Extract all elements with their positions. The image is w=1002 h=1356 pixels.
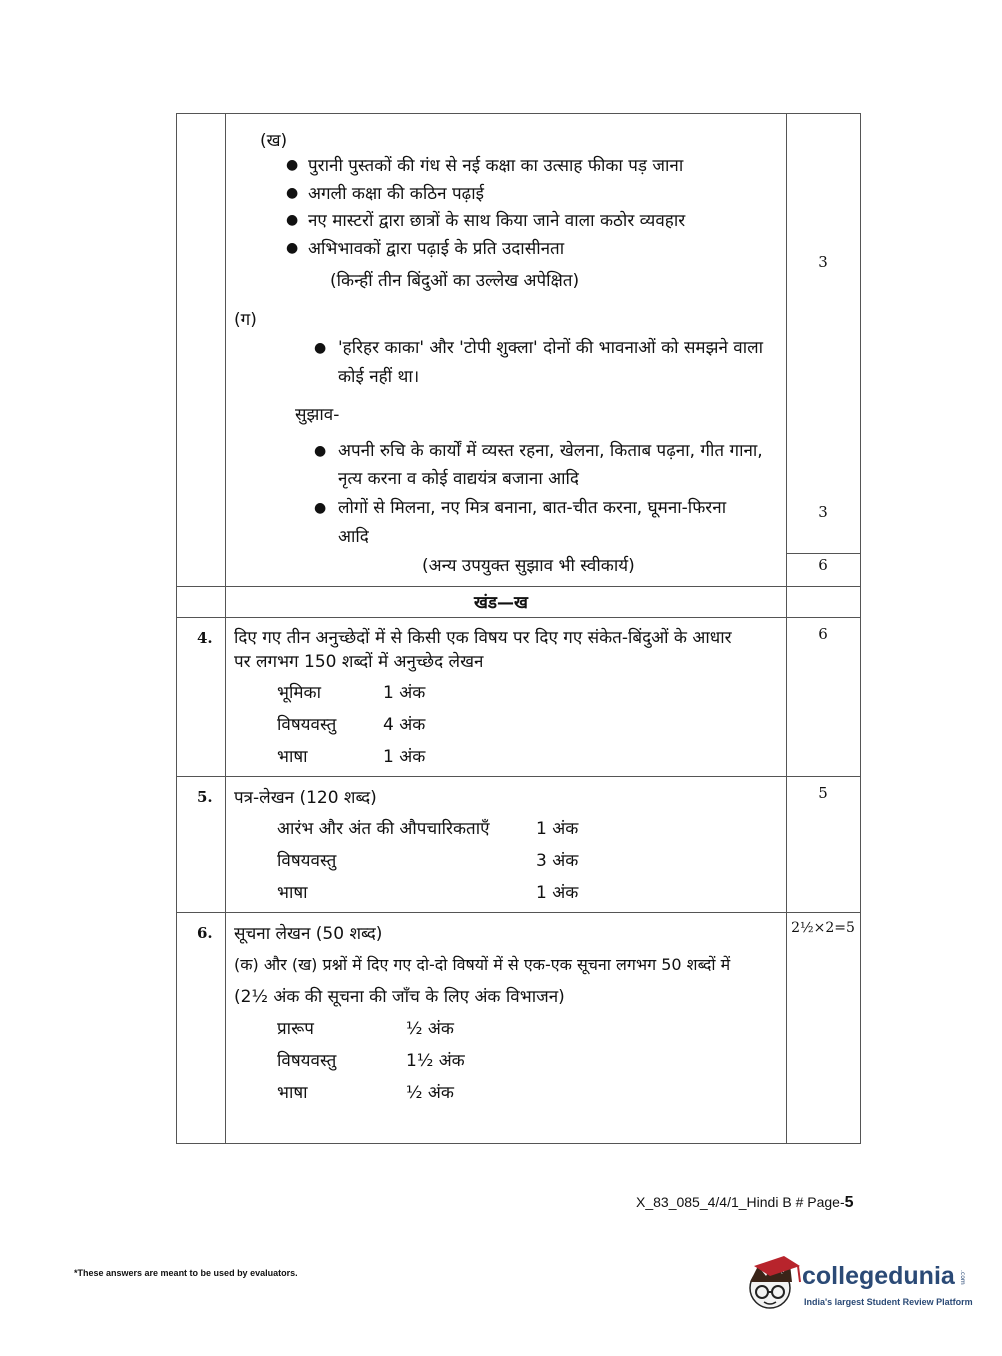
mascot-icon xyxy=(744,1252,804,1314)
kha-marks: 3 xyxy=(818,253,828,271)
logo-tagline: India's largest Student Review Platform xyxy=(804,1297,973,1307)
kha-point-2: अगली कक्षा की कठिन पढ़ाई xyxy=(308,184,484,204)
q4-line2: पर लगभग 150 शब्दों में अनुच्छेद लेखन xyxy=(234,652,484,672)
q4-marks: 6 xyxy=(818,625,828,643)
kha-point-3: नए मास्टरों द्वारा छात्रों के साथ किया जाने वाला कठोर व्यवहार xyxy=(308,211,686,231)
suggestion-label: सुझाव- xyxy=(295,405,340,425)
q5-row-value: 1 अंक xyxy=(536,883,579,903)
q6-row-value: 1½ अंक xyxy=(406,1051,465,1071)
page-number: 5 xyxy=(844,1194,854,1211)
logo-name: collegedunia xyxy=(802,1262,955,1290)
q5-row-value: 1 अंक xyxy=(536,819,579,839)
kha-point-4: अभिभावकों द्वारा पढ़ाई के प्रति उदासीनता xyxy=(308,239,565,259)
q6-number: 6. xyxy=(197,924,213,942)
kha-point-1: पुरानी पुस्तकों की गंध से नई कक्षा का उत्साह फीका पड़ जाना xyxy=(308,156,684,176)
suggestion-2-line1: लोगों से मिलना, नए मित्र बनाना, बात-चीत करना, घूमना-फिरना xyxy=(338,498,727,518)
section-heading: खंड—ख xyxy=(474,593,528,613)
q5-marks: 5 xyxy=(818,784,828,802)
q6-row-value: ½ अंक xyxy=(406,1083,454,1103)
section-total-marks: 6 xyxy=(818,556,828,574)
ga-point-line2: कोई नहीं था। xyxy=(338,367,420,387)
footer-code: X_83_085_4/4/1_Hindi B # Page- xyxy=(636,1194,845,1210)
q5-row-value: 3 अंक xyxy=(536,851,579,871)
q5-row-label: आरंभ और अंत की औपचारिकताएँ xyxy=(277,819,490,839)
suggestion-2-line2: आदि xyxy=(338,527,369,547)
suggestion-1-line1: अपनी रुचि के कार्यों में व्यस्त रहना, खेलना, किताब पढ़ना, गीत गाना, xyxy=(338,441,763,461)
q4-row-label: भूमिका xyxy=(277,683,321,703)
bullet-icon: ● xyxy=(314,443,327,459)
ga-note: (अन्य उपयुक्त सुझाव भी स्वीकार्य) xyxy=(422,556,635,576)
q4-row-label: विषयवस्तु xyxy=(277,715,337,735)
q6-row-label: विषयवस्तु xyxy=(277,1051,337,1071)
collegedunia-logo xyxy=(744,1252,974,1322)
q5-row-label: भाषा xyxy=(277,883,308,903)
q5-row-label: विषयवस्तु xyxy=(277,851,337,871)
q4-row-value: 1 अंक xyxy=(383,683,426,703)
q4-row-value: 4 अंक xyxy=(383,715,426,735)
q6-row-value: ½ अंक xyxy=(406,1019,454,1039)
bullet-icon: ● xyxy=(286,212,299,228)
q4-row-label: भाषा xyxy=(277,747,308,767)
bullet-icon: ● xyxy=(286,240,299,256)
bullet-icon: ● xyxy=(286,157,299,173)
q6-line2: (क) और (ख) प्रश्नों में दिए गए दो-दो विषयों में से एक-एक सूचना लगभग 50 शब्दों में xyxy=(234,955,731,974)
suggestion-1-line2: नृत्य करना व कोई वाद्ययंत्र बजाना आदि xyxy=(338,469,579,489)
q6-row-label: प्रारूप xyxy=(277,1019,314,1039)
bullet-icon: ● xyxy=(314,340,327,356)
bullet-icon: ● xyxy=(314,500,327,516)
q4-line1: दिए गए तीन अनुच्छेदों में से किसी एक विषय पर दिए गए संकेत-बिंदुओं के आधार xyxy=(234,628,732,648)
ga-marks: 3 xyxy=(818,503,828,521)
q5-number: 5. xyxy=(197,788,213,806)
q4-number: 4. xyxy=(197,629,213,647)
sub-label-ga: (ग) xyxy=(234,310,257,330)
page-footer xyxy=(636,1194,854,1212)
q5-title: पत्र-लेखन (120 शब्द) xyxy=(234,788,377,808)
q6-row-label: भाषा xyxy=(277,1083,308,1103)
bullet-icon: ● xyxy=(286,185,299,201)
evaluator-note: *These answers are meant to be used by evaluators. xyxy=(74,1268,298,1278)
sub-label-kha: (ख) xyxy=(260,131,288,151)
q6-marks: 2½×2=5 xyxy=(791,920,855,936)
kha-note: (किन्हीं तीन बिंदुओं का उल्लेख अपेक्षित) xyxy=(330,271,580,291)
q6-line3: (2½ अंक की सूचना की जाँच के लिए अंक विभाजन) xyxy=(234,987,565,1007)
q4-row-value: 1 अंक xyxy=(383,747,426,767)
q6-title: सूचना लेखन (50 शब्द) xyxy=(234,924,383,944)
logo-domain: .com xyxy=(959,1270,966,1285)
ga-point-line1: 'हरिहर काका' और 'टोपी शुक्ला' दोनों की भावनाओं को समझने वाला xyxy=(338,338,764,358)
